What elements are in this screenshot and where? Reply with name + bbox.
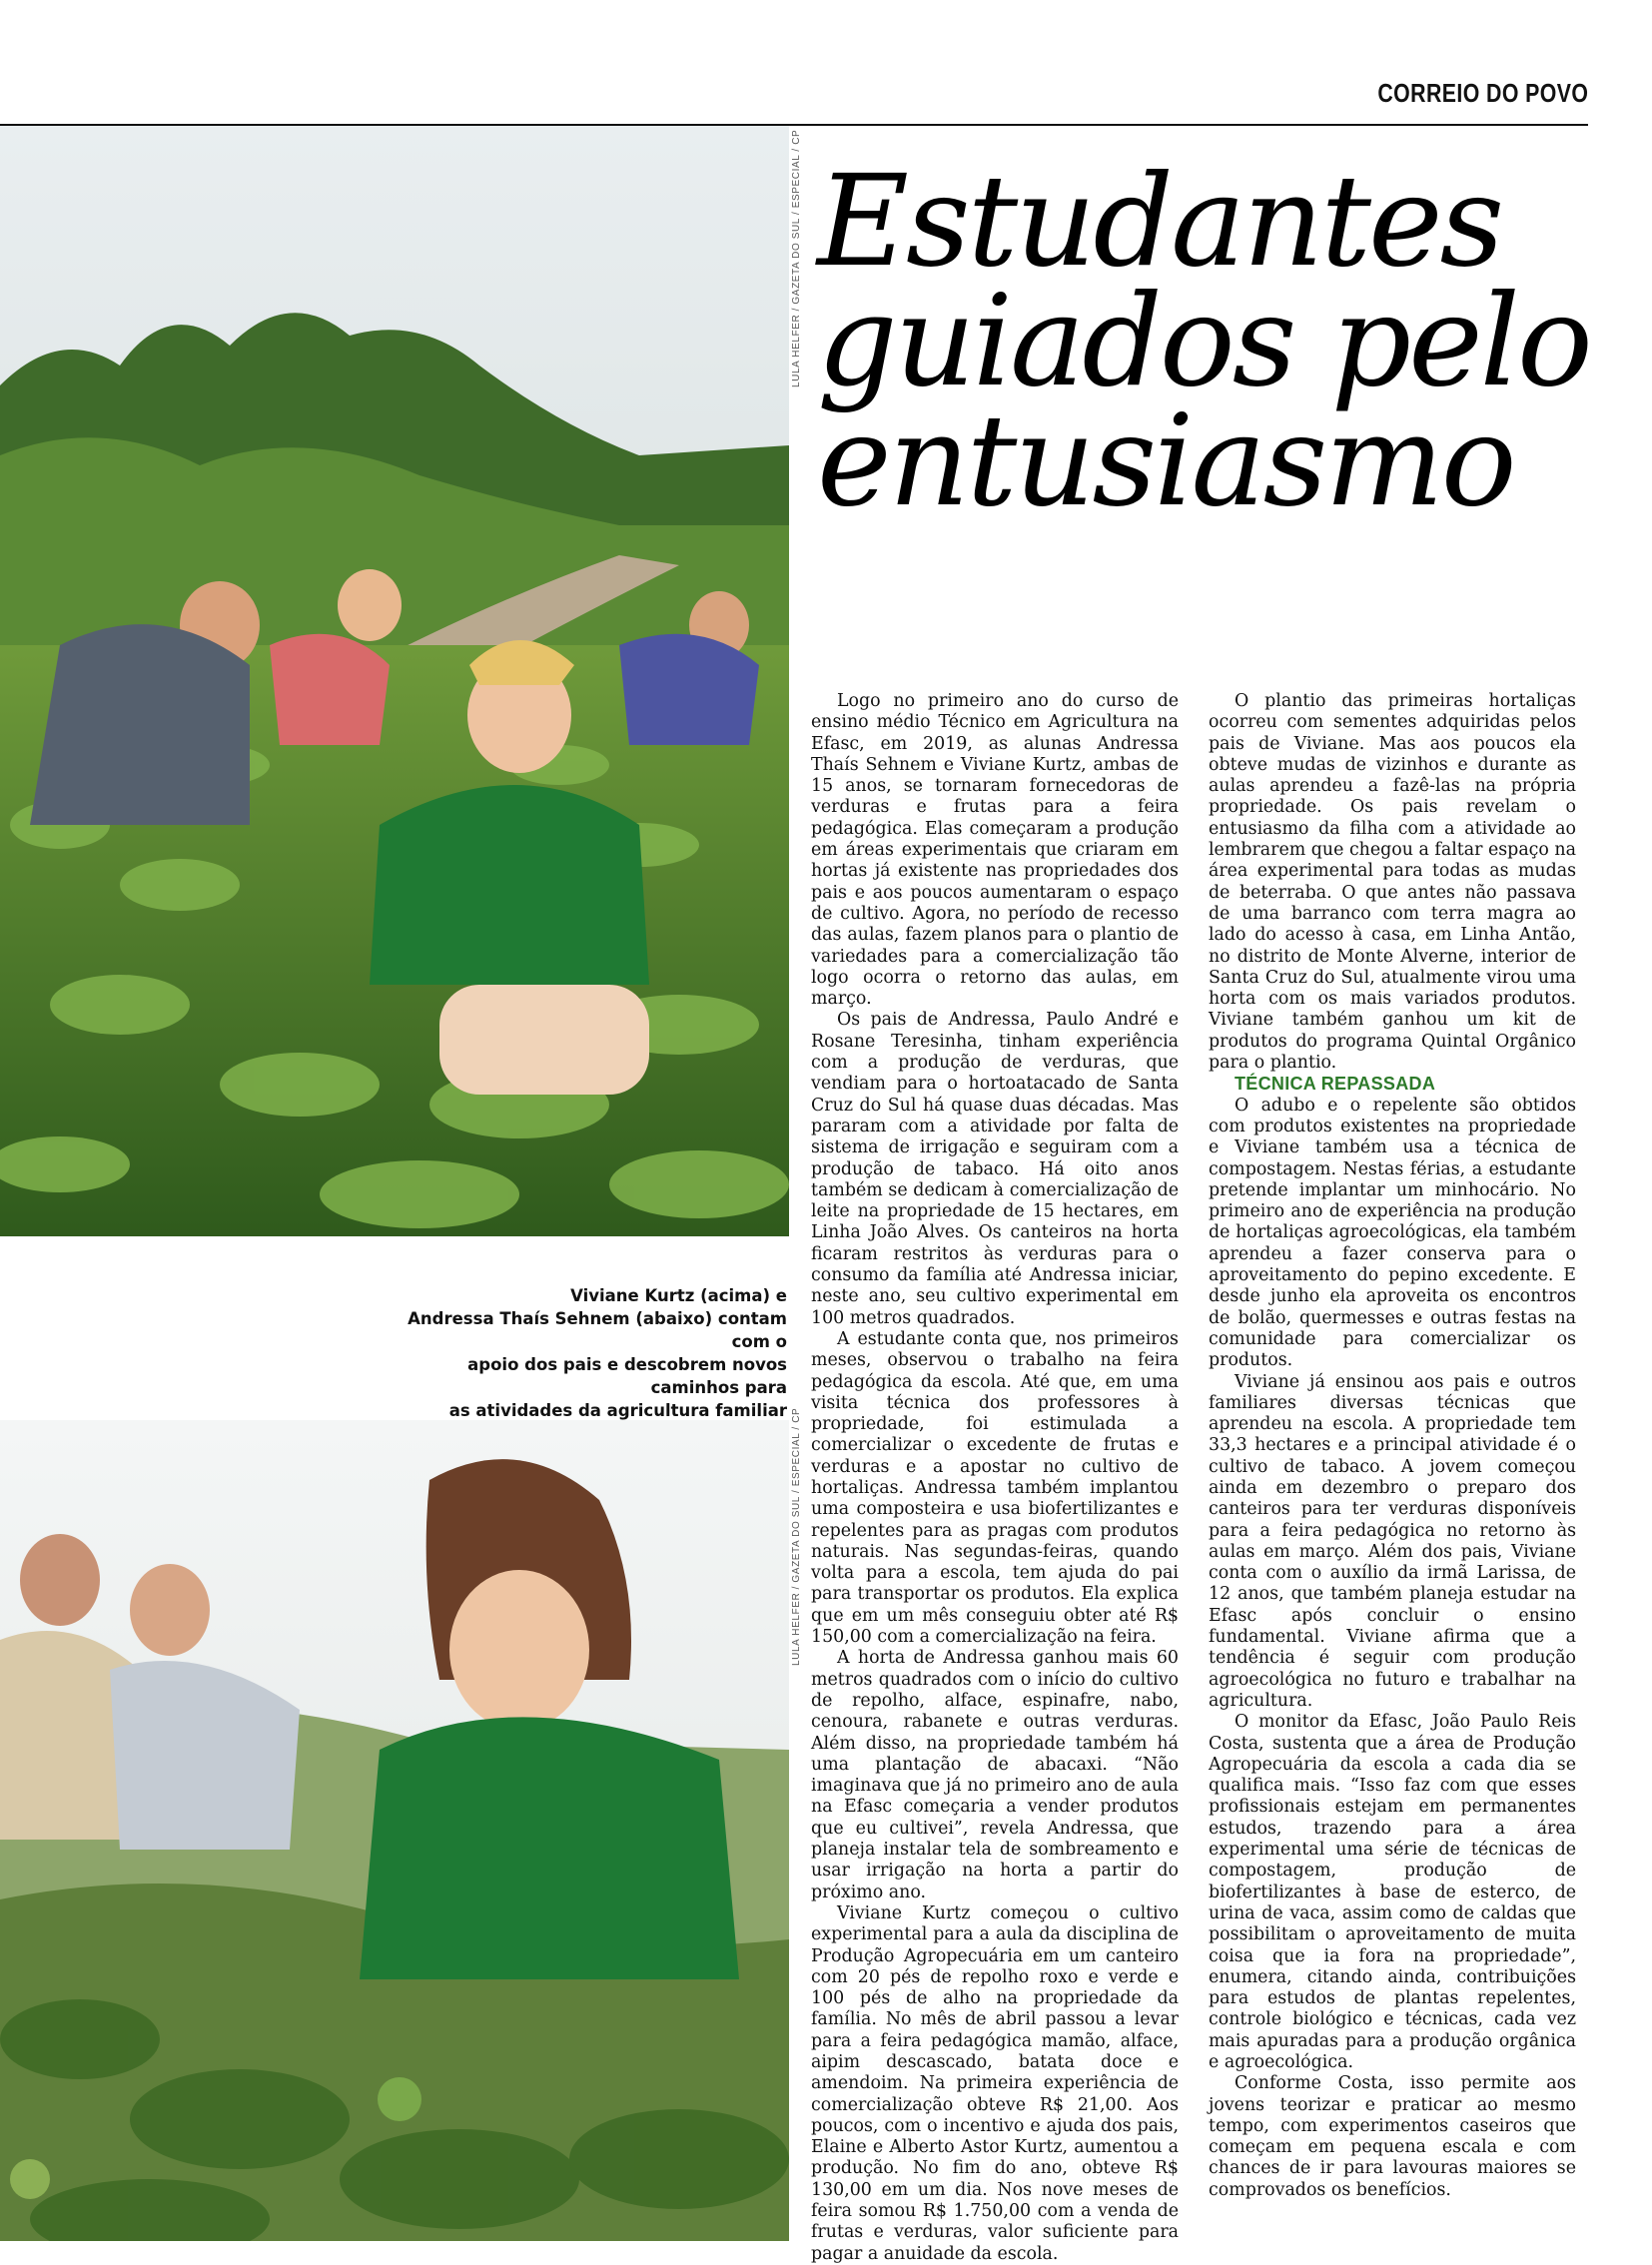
article-column-1 (811, 691, 1179, 2265)
paragraph: Viviane já ensinou aos pais e outros familiares diversas técnicas que aprendeu na escola. A propriedade tem 33,3 hectares e a principal atividade é o cultivo de tabaco. A jovem começou ainda em dezembro o preparo dos canteiros para ter verduras disponíveis para a feira pedagógica no retorno às aulas em março. Além dos pais, Viviane conta com o auxílio da irmã Larissa, de 12 anos, que também planeja estudar na Efasc após concluir o ensino fundamental. Viviane afirma que a tendência é seguir com produção agroecológica no futuro e trabalhar na agricultura. (1209, 1371, 1576, 1711)
paragraph: O monitor da Efasc, João Paulo Reis Costa, sustenta que a área de Produção Agropecuária da escola a cada dia se qualifica mais. “Isso faz com que esses profissionais estejam em permanentes estudos, trazendo para a área experimental uma série de técnicas de compostagem, produção de biofertilizantes à base de esterco, de urina de vaca, assim como de caldas que possibilitam o aproveitamento de muita coisa que ia fora na propriedade”, enumera, citando ainda, contribuições para estudos de plantas repelentes, controle biológico e técnicas, cada vez mais apuradas para a produção orgânica e agroecológica. (1209, 1712, 1576, 2072)
paragraph: A horta de Andressa ganhou mais 60 metros quadrados com o início do cultivo de repolho, alface, espinafre, nabo, cenoura, rabanete e outras verduras. Além disso, na propriedade também há uma plantação de abacaxi. “Não imaginava que já no primeiro ano de aula na Efasc começaria a vender produtos que eu cultivei”, revela Andressa, que planeja instalar tela de sombreamento e usar irrigação na horta a partir do próximo ano. (811, 1648, 1179, 1902)
headline-line: Estudantes (817, 148, 1502, 295)
article-column-2 (1209, 691, 1576, 2201)
masthead: CORREIO DO POVO (1376, 78, 1588, 108)
paragraph: A estudante conta que, nos primeiros meses, observou o trabalho na feira pedagógica da escola. Até que, em uma visita técnica dos professores à propriedade, foi estimulada a comercializar o excedente de frutas e verduras e a apostar no cultivo de hortaliças. Andressa também implantou uma composteira e usa biofertilizantes e repelentes para as pragas com produtos naturais. Nas segundas-feiras, quando volta para a escola, tem ajuda do pai para transportar os produtos. Ela explica que em um mês conseguiu obter até R$ 150,00 com a comercialização na feira. (811, 1328, 1179, 1648)
headline-line: guiados pelo (817, 268, 1590, 414)
photo-credit-top: LULA HELFER / GAZETA DO SUL / ESPECIAL / CP (791, 129, 802, 387)
paragraph: O plantio das primeiras hortaliças ocorreu com sementes adquiridas pelos pais de Viviane. Mas aos poucos ela obteve mudas de vizinhos e durante as aulas aprendeu a fazê-las na própria propriedade. Os pais revelam o entusiasmo da filha com a atividade ao lembrarem que chegou a faltar espaço na área experimental para todas as mudas de beterraba. O que antes não passava de uma barranco com terra magra ao lado do acesso à casa, em Linha Antão, no distrito de Monte Alverne, interior de Santa Cruz do Sul, atualmente virou uma horta com os mais variados produtos. Viviane também ganhou um kit de produtos do programa Quintal Orgânico para o plantio. (1209, 691, 1576, 1074)
photo-students-vegetable-field (0, 126, 789, 1236)
caption-line: Viviane Kurtz (acima) e (570, 1286, 787, 1305)
paragraph: O adubo e o repelente são obtidos com produtos existentes na propriedade e Viviane também usa a técnica de compostagem. Nestas férias, a estudante pretende implantar um minhocário. No primeiro ano de experiência na produção de hortaliças agroecológicas, ela também aprendeu a fazer conserva para o aproveitamento do pepino excedente. E desde junho ela aproveita os encontros de bolão, quermesses e outras festas na comunidade para comercializar os produtos. (1209, 1095, 1576, 1371)
paragraph: Conforme Costa, isso permite aos jovens teorizar e praticar ao mesmo tempo, com experimentos caseiros que começam em pequena escala e com chances de ir para lavouras maiores se comprovados os benefícios. (1209, 2073, 1576, 2200)
paragraph: Os pais de Andressa, Paulo André e Rosane Teresinha, tinham experiência com a produção de verduras, que vendiam para o hortoatacado de Santa Cruz do Sul há quase duas décadas. Mas pararam com a atividade por falta de sistema de irrigação e seguiram com a produção de tabaco. Há oito anos também se dedicam à comercialização de leite na propriedade de 15 hectares, em Linha João Alves. Os canteiros na horta ficaram restritos às verduras para o consumo da família até Andressa iniciar, neste ano, seu cultivo experimental em 100 metros quadrados. (811, 1010, 1179, 1328)
section-subhead: TÉCNICA REPASSADA (1235, 1074, 1436, 1095)
caption-line: apoio dos pais e descobrem novos caminhos para (467, 1355, 787, 1397)
photo-credit-bottom: LULA HELFER / GAZETA DO SUL / ESPECIAL / CP (791, 1407, 802, 1666)
paragraph: Logo no primeiro ano do curso de ensino médio Técnico em Agricultura na Efasc, em 2019, as alunas Andressa Thaís Sehnem e Viviane Kurtz, ambas de 15 anos, se tornaram fornecedoras de verduras e frutas para a feira pedagógica. Elas começaram a produção em áreas experimentais que criaram em hortas já existente nas propriedades dos pais e aos poucos aumentaram o espaço de cultivo. Agora, no período de recesso das aulas, fazem planos para o plantio de variedades para a comercialização tão logo ocorra o retorno das aulas, em março. (811, 691, 1179, 1010)
headline-line: entusiasmo (817, 387, 1514, 534)
caption-line: as atividades da agricultura familiar (448, 1401, 787, 1420)
photo-caption (380, 1284, 787, 1422)
photo-student-tomato-plants (0, 1420, 789, 2241)
caption-line: Andressa Thaís Sehnem (abaixo) contam com o (408, 1309, 787, 1351)
paragraph: Viviane Kurtz começou o cultivo experimental para a aula da disciplina de Produção Agropecuária em um canteiro com 20 pés de repolho roxo e verde e 100 pés de alho na propriedade da família. No mês de abril passou a levar para a feira pedagógica mamão, alface, aipim descascado, batata doce e amendoim. Na primeira experiência de comercialização obteve R$ 21,00. Aos poucos, com o incentivo e ajuda dos pais, Elaine e Alberto Astor Kurtz, aumentou a produção. No fim do ano, obteve R$ 130,00 em um dia. Nos nove meses de feira somou R$ 1.750,00 com a venda de frutas e verduras, valor suficiente para pagar a anuidade da escola. (811, 1902, 1179, 2264)
headline (817, 148, 1636, 534)
